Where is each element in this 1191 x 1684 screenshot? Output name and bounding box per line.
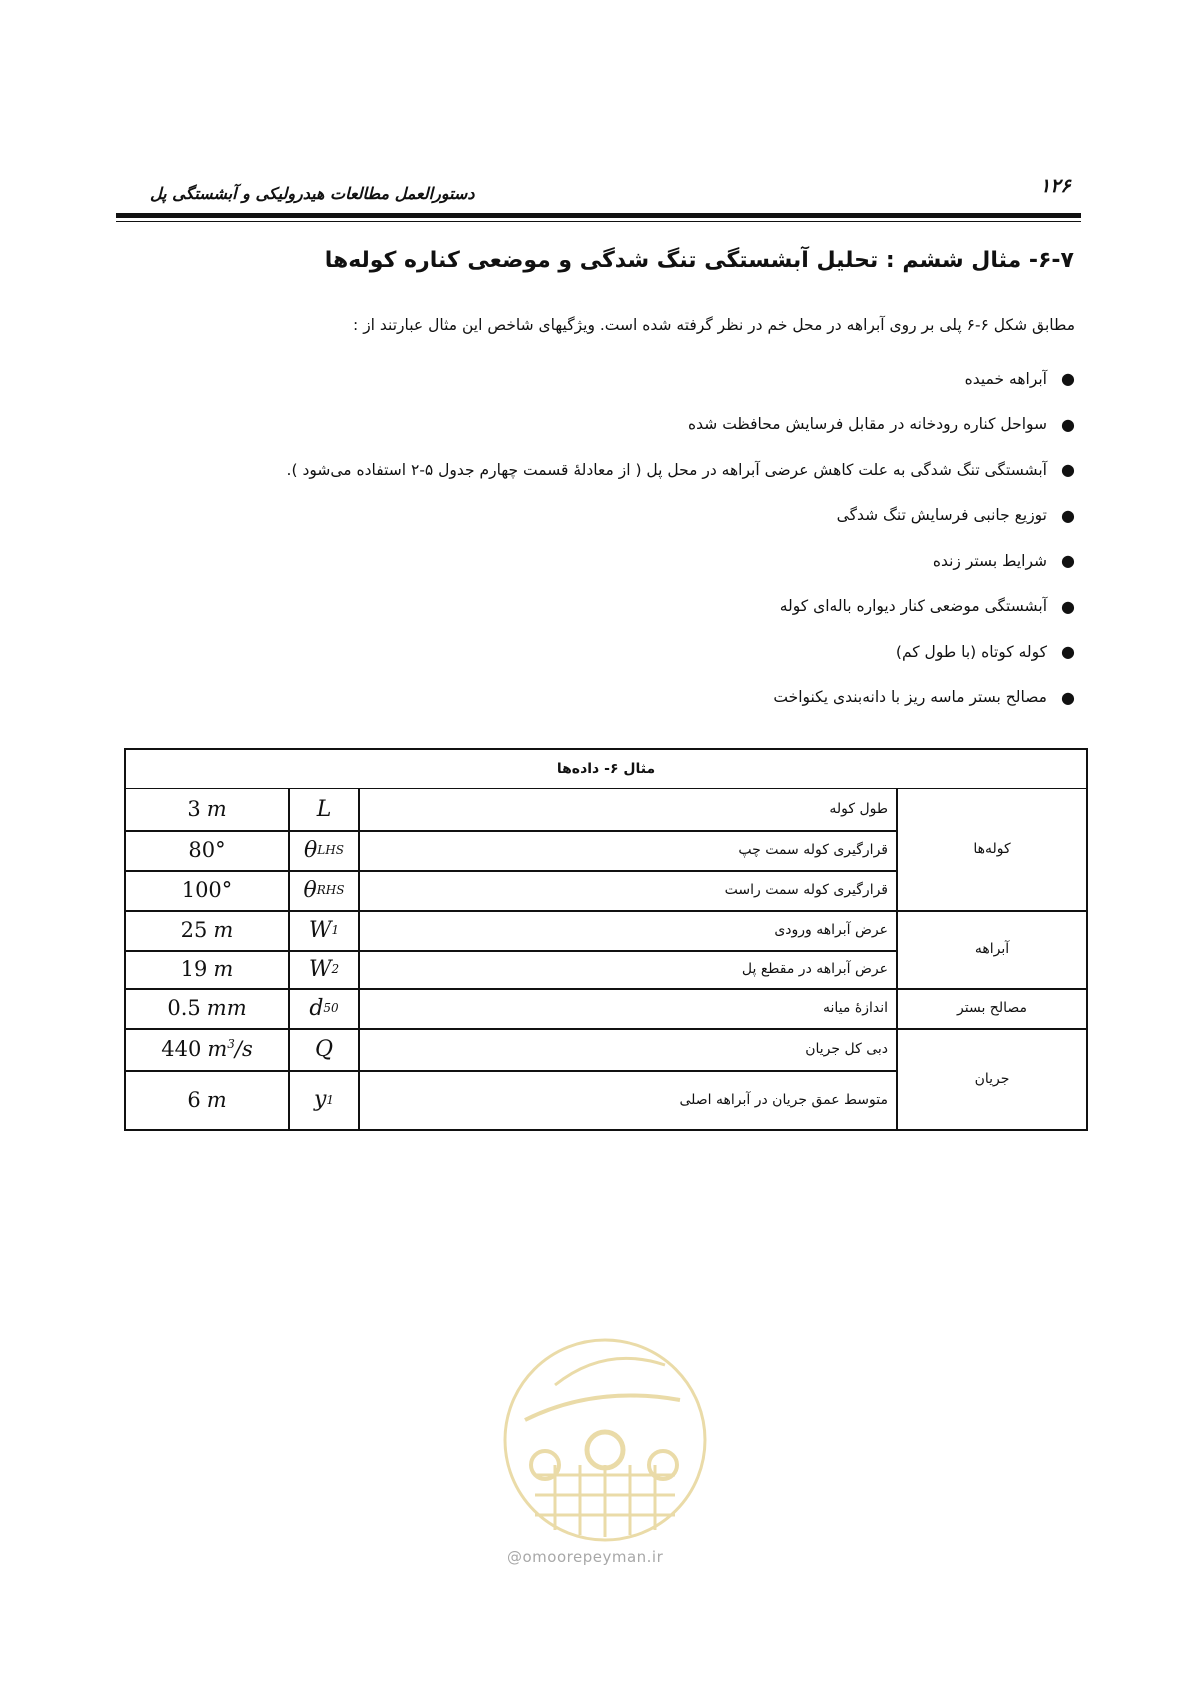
parameter-description: دبی کل جریان	[805, 1041, 888, 1057]
list-item-text: توزیع جانبی فرسایش تنگ شدگی	[836, 506, 1047, 525]
list-item	[75, 584, 1075, 630]
parameter-symbol: W 1	[308, 917, 340, 943]
parameter-symbol: y 1	[313, 1087, 335, 1112]
parameter-value: 100°	[181, 878, 233, 902]
group-label: آبراهه	[974, 941, 1010, 957]
bullet-icon: ●	[1061, 642, 1075, 662]
bullet-icon: ●	[1061, 460, 1075, 480]
section-heading: ۶-۷- مثال ششم : تحلیل آبشستگی تنگ شدگی و موضعی کناره کوله‌ها	[324, 248, 1074, 273]
parameter-symbol: θ LHS	[304, 837, 344, 863]
parameter-value: 6 m	[187, 1087, 227, 1112]
header-rule	[116, 213, 1081, 218]
list-item	[75, 356, 1075, 402]
list-item-text: مصالح بستر ماسه ریز با دانه‌بندی یکنواخت	[773, 688, 1047, 707]
bullet-icon: ●	[1061, 596, 1075, 616]
parameter-description: طول کوله	[829, 801, 888, 817]
bullet-icon: ●	[1061, 551, 1075, 571]
parameter-description: عرض آبراهه ورودی	[774, 922, 888, 938]
group-label: کوله‌ها	[973, 841, 1011, 857]
table-title: مثال ۶- داده‌ها	[126, 750, 1086, 789]
page-number: ۱۲۶	[1040, 175, 1071, 197]
list-item-text: سواحل کناره رودخانه در مقابل فرسایش محافظت شده	[688, 415, 1047, 434]
list-item-text: آبراهه خمیده	[964, 369, 1047, 388]
parameter-description: عرض آبراهه در مقطع پل	[741, 961, 888, 977]
list-item	[75, 493, 1075, 539]
parameter-value: 3 m	[187, 797, 227, 821]
parameter-value: 0.5 mm	[167, 996, 247, 1020]
parameter-value: 25 m	[180, 918, 234, 942]
parameter-symbol: d 50	[309, 995, 339, 1021]
parameter-description: قرارگیری کوله سمت راست	[724, 882, 888, 898]
example-data-table	[124, 748, 1088, 1131]
bullet-icon: ●	[1061, 369, 1075, 389]
list-item	[75, 675, 1075, 721]
group-label: مصالح بستر	[957, 1000, 1027, 1016]
intro-paragraph: مطابق شکل ۶-۶ پلی بر روی آبراهه در محل خم در نظر گرفته شده است. ویژگیهای شاخص این مثال عبارتند از :	[353, 316, 1075, 334]
parameter-symbol: W 2	[308, 956, 340, 982]
parameter-symbol: Q	[314, 1036, 334, 1062]
parameter-description: متوسط عمق جریان در آبراهه اصلی	[679, 1091, 888, 1108]
bullet-icon: ●	[1061, 687, 1075, 707]
list-item	[75, 402, 1075, 448]
parameter-symbol: θ RHS	[303, 877, 345, 903]
list-item-text: کوله کوتاه (با طول کم)	[895, 642, 1047, 661]
bullet-icon: ●	[1061, 505, 1075, 525]
watermark-url: @omoorepeyman.ir	[507, 1548, 664, 1566]
group-label: جریان	[974, 1070, 1010, 1087]
running-title: دستورالعمل مطالعات هیدرولیکی و آبشستگی پل	[150, 184, 475, 203]
list-item	[75, 538, 1075, 584]
parameter-description: اندازهٔ میانه	[823, 1000, 888, 1016]
header-rule-thin	[116, 221, 1081, 222]
parameter-value: 80°	[188, 838, 226, 862]
list-item	[75, 447, 1075, 493]
parameter-description: قرارگیری کوله سمت چپ	[738, 842, 888, 858]
list-item-text: آبشستگی تنگ شدگی به علت کاهش عرضی آبراهه در محل پل ( از معادلهٔ قسمت چهارم جدول ۵-۲ استفاده می‌شود ).	[286, 460, 1047, 479]
feature-list	[75, 356, 1075, 720]
list-item-text: آبشستگی موضعی کنار دیواره باله‌ای کوله	[779, 597, 1047, 616]
list-item	[75, 629, 1075, 675]
parameter-symbol: L	[316, 796, 332, 822]
parameter-value: 440 $m^3/s$	[161, 1037, 253, 1061]
parameter-value: 19 m	[180, 957, 234, 981]
bullet-icon: ●	[1061, 414, 1075, 434]
list-item-text: شرایط بستر زنده	[932, 551, 1047, 570]
